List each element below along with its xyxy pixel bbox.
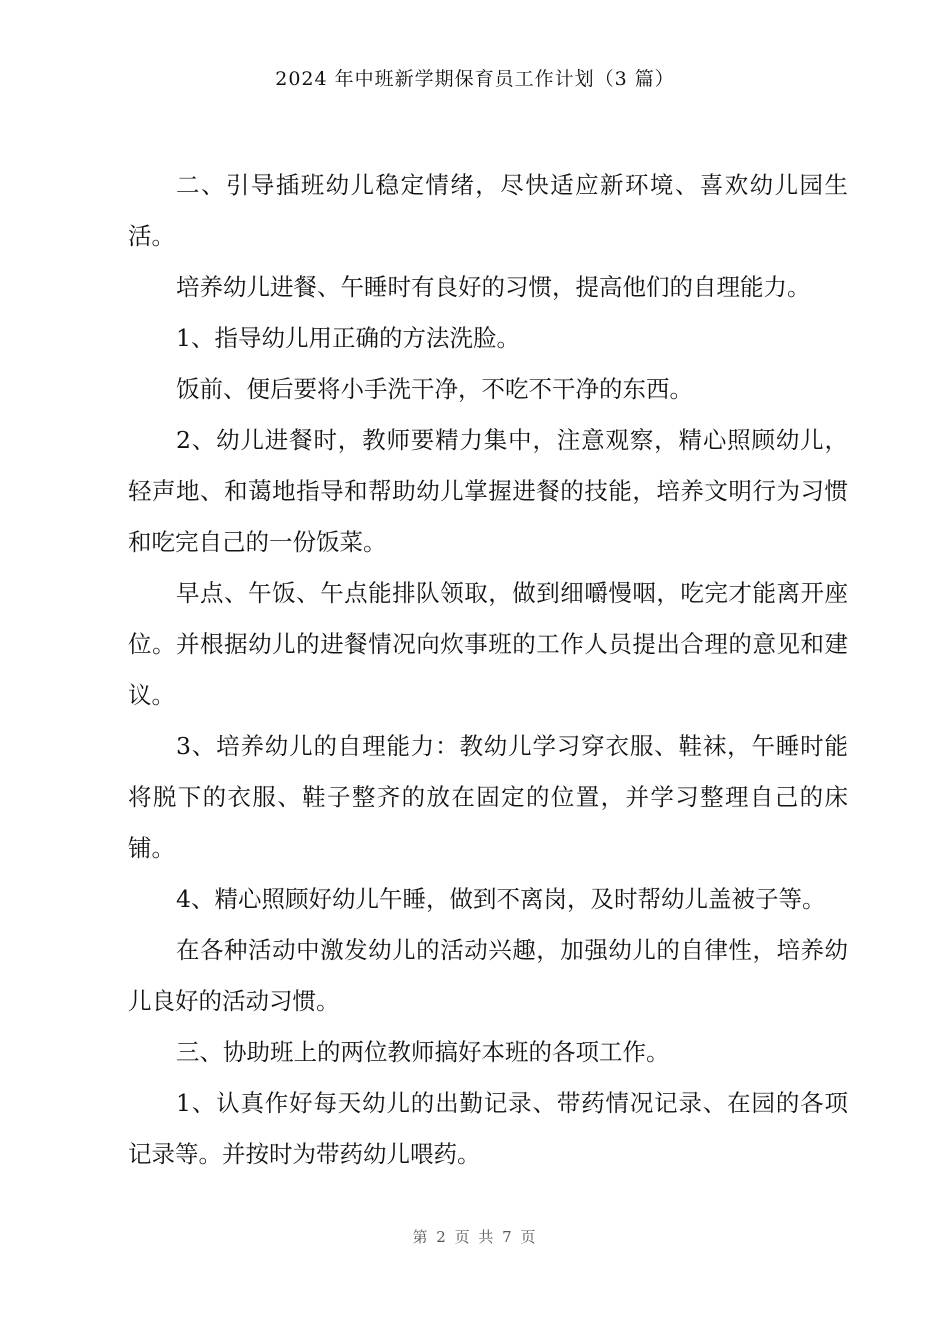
paragraph: 1、认真作好每天幼儿的出勤记录、带药情况记录、在园的各项记录等。并按时为带药幼儿喂药。 bbox=[128, 1089, 848, 1168]
paragraph: 2、幼儿进餐时，教师要精力集中，注意观察，精心照顾幼儿，轻声地、和蔼地指导和帮助幼儿掌握进餐的技能，培养文明行为习惯和吃完自己的一份饭菜。 bbox=[128, 426, 848, 556]
page-number: 第 2 页 共 7 页 bbox=[412, 1228, 538, 1246]
paragraph: 三、协助班上的两位教师搞好本班的各项工作。 bbox=[176, 1038, 670, 1066]
paragraph: 3、培养幼儿的自理能力：教幼儿学习穿衣服、鞋袜，午睡时能将脱下的衣服、鞋子整齐的放在固定的位置，并学习整理自己的床铺。 bbox=[128, 732, 848, 862]
page-title: 2024 年中班新学期保育员工作计划（3 篇） bbox=[275, 68, 675, 90]
paragraph: 4、精心照顾好幼儿午睡，做到不离岗，及时帮幼儿盖被子等。 bbox=[176, 885, 826, 913]
paragraph: 在各种活动中激发幼儿的活动兴趣，加强幼儿的自律性，培养幼儿良好的活动习惯。 bbox=[128, 936, 848, 1015]
paragraph: 饭前、便后要将小手洗干净，不吃不干净的东西。 bbox=[176, 375, 693, 403]
document-body bbox=[128, 160, 848, 1180]
paragraph: 早点、午饭、午点能排队领取，做到细嚼慢咽，吃完才能离开座位。并根据幼儿的进餐情况向炊事班的工作人员提出合理的意见和建议。 bbox=[128, 579, 848, 709]
paragraph: 二、引导插班幼儿稳定情绪，尽快适应新环境、喜欢幼儿园生活。 bbox=[128, 171, 848, 250]
paragraph: 1、指导幼儿用正确的方法洗脸。 bbox=[176, 324, 520, 352]
paragraph: 培养幼儿进餐、午睡时有良好的习惯，提高他们的自理能力。 bbox=[176, 273, 811, 301]
